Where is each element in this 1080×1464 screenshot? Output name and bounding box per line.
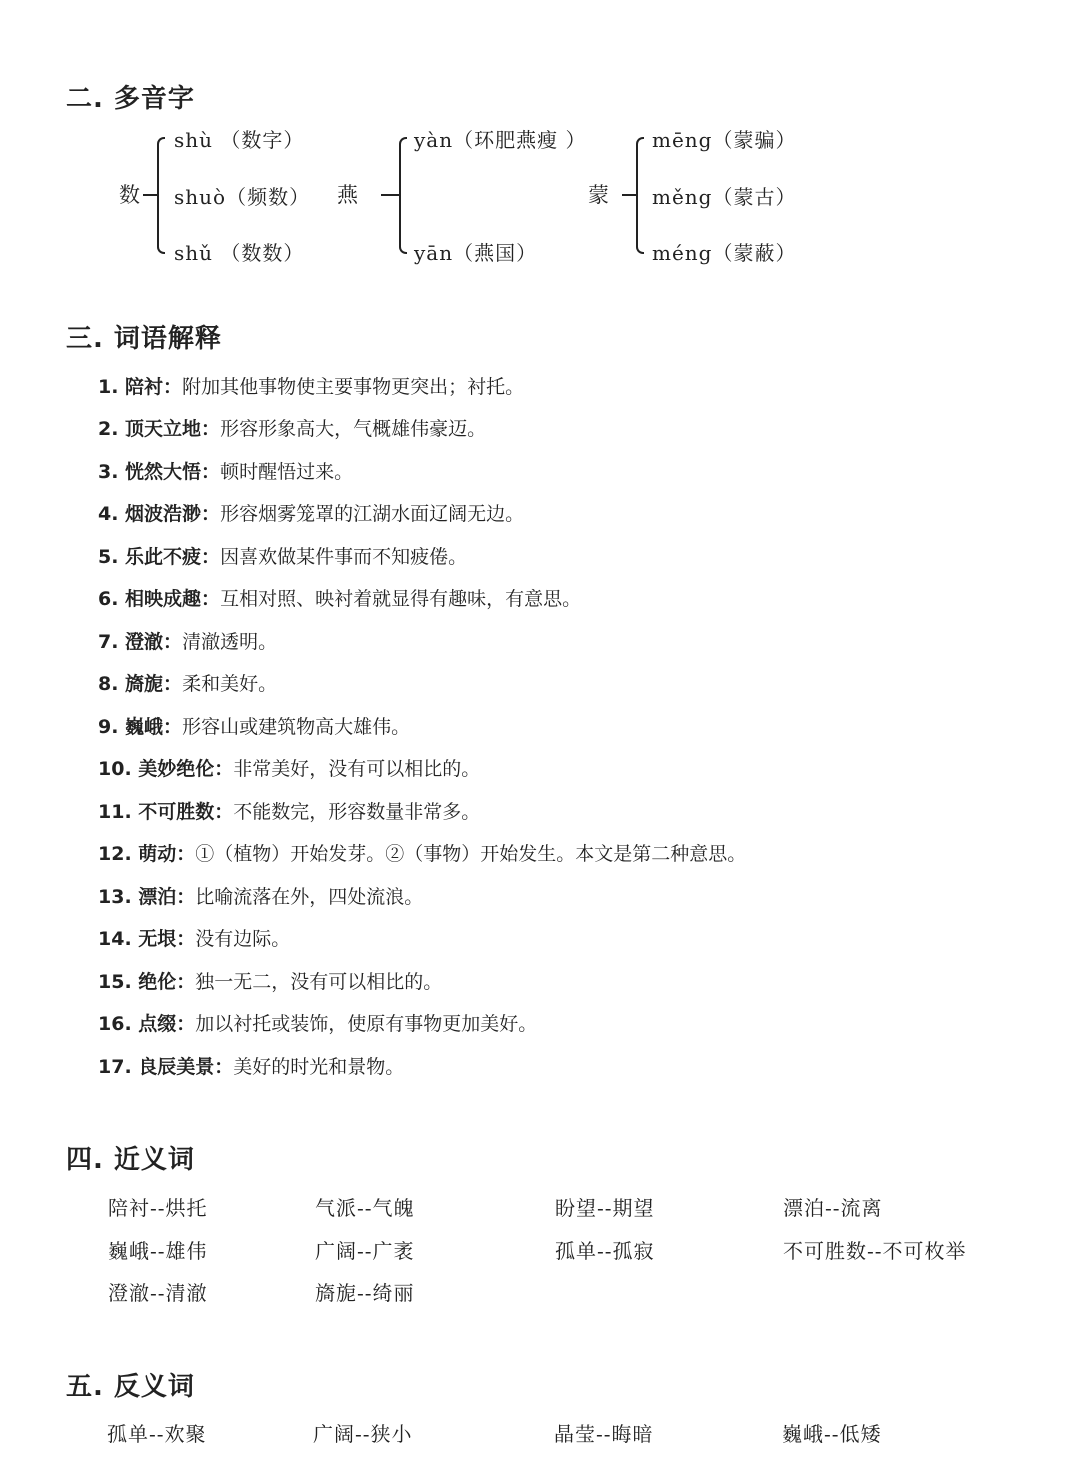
polyphonic-reading: méng（蒙蔽） (652, 241, 797, 265)
synonym-pair: 孤单--孤寂 (555, 1239, 655, 1263)
definition-item: 9. 巍峨：形容山或建筑物高大雄伟。 (98, 716, 411, 738)
polyphonic-reading: yàn（环肥燕瘦 ） (414, 128, 587, 152)
polyphonic-reading: shuò（频数） (174, 185, 311, 209)
definition-item: 10. 美妙绝伦：非常美好，没有可以相比的。 (98, 758, 481, 780)
section-title-synonyms: 四. 近义词 (66, 1145, 195, 1175)
definition-item: 14. 无垠：没有边际。 (98, 928, 291, 950)
synonym-pair: 巍峨--雄伟 (108, 1239, 208, 1263)
synonym-pair: 澄澈--清澈 (108, 1281, 208, 1305)
section-title-antonyms: 五. 反义词 (66, 1372, 195, 1402)
synonym-pair: 盼望--期望 (555, 1196, 655, 1220)
definition-item: 15. 绝伦：独一无二，没有可以相比的。 (98, 971, 443, 993)
definition-item: 7. 澄澈：清澈透明。 (98, 631, 278, 653)
polyphonic-char: 蒙 (588, 183, 610, 207)
definition-item: 6. 相映成趣：互相对照、映衬着就显得有趣味，有意思。 (98, 588, 582, 610)
antonym-pair: 孤单--欢聚 (107, 1422, 207, 1446)
polyphonic-reading: shù （数字） (174, 128, 305, 152)
definition-item: 12. 萌动：①（植物）开始发芽。②（事物）开始发生。本文是第二种意思。 (98, 843, 747, 865)
antonym-pair: 晶莹--晦暗 (554, 1422, 654, 1446)
definition-item: 16. 点缀：加以衬托或装饰，使原有事物更加美好。 (98, 1013, 538, 1035)
polyphonic-reading: yān（燕国） (414, 241, 538, 265)
definition-item: 2. 顶天立地：形容形象高大，气概雄伟豪迈。 (98, 418, 487, 440)
section-title-definitions: 三. 词语解释 (66, 324, 222, 354)
synonym-pair: 不可胜数--不可枚举 (783, 1239, 967, 1263)
synonym-pair: 陪衬--烘托 (108, 1196, 208, 1220)
synonym-pair: 广阔--广袤 (315, 1239, 415, 1263)
polyphonic-reading: měng（蒙古） (652, 185, 797, 209)
antonym-pair: 巍峨--低矮 (782, 1422, 882, 1446)
polyphonic-char: 数 (119, 183, 141, 207)
definition-item: 11. 不可胜数：不能数完，形容数量非常多。 (98, 801, 481, 823)
antonym-pair: 广阔--狭小 (313, 1422, 413, 1446)
definition-item: 5. 乐此不疲：因喜欢做某件事而不知疲倦。 (98, 546, 468, 568)
definition-item: 17. 良辰美景：美好的时光和景物。 (98, 1056, 405, 1078)
synonym-pair: 漂泊--流离 (783, 1196, 883, 1220)
polyphonic-char: 燕 (337, 183, 359, 207)
synonym-pair: 旖旎--绮丽 (315, 1281, 415, 1305)
polyphonic-reading: mēng（蒙骗） (652, 128, 797, 152)
definition-item: 13. 漂泊：比喻流落在外，四处流浪。 (98, 886, 424, 908)
definition-item: 3. 恍然大悟：顿时醒悟过来。 (98, 461, 354, 483)
definition-item: 1. 陪衬：附加其他事物使主要事物更突出；衬托。 (98, 376, 525, 398)
section-title-polyphonic: 二. 多音字 (66, 84, 195, 114)
definition-item: 4. 烟波浩渺：形容烟雾笼罩的江湖水面辽阔无边。 (98, 503, 525, 525)
definition-item: 8. 旖旎：柔和美好。 (98, 673, 278, 695)
polyphonic-reading: shǔ （数数） (174, 241, 305, 265)
synonym-pair: 气派--气魄 (315, 1196, 415, 1220)
